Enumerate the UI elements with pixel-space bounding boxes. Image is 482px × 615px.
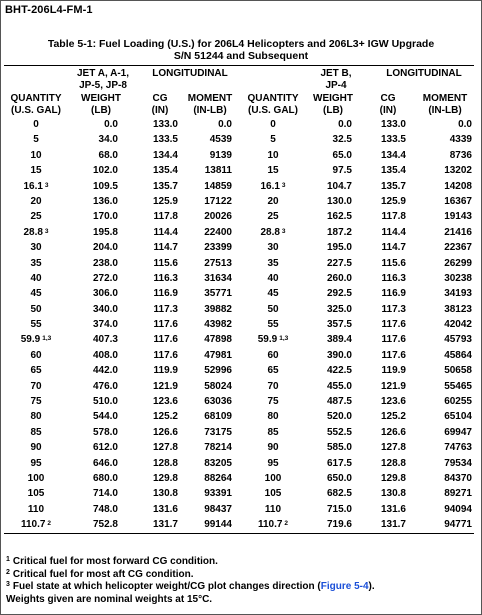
table-row (4, 163, 474, 178)
right-weight-header: WEIGHT (LB) (313, 93, 353, 116)
right-weight-cell: 130.0 (326, 195, 352, 207)
left-moment-cell: 47981 (204, 349, 232, 361)
left-quantity-cell: 90 (30, 442, 42, 454)
left-weight-cell: 374.0 (92, 319, 118, 331)
left-moment-cell: 73175 (204, 426, 232, 438)
footnote-ref: 3 (44, 227, 49, 235)
left-cg-cell: 114.7 (153, 242, 178, 254)
right-weight-cell: 357.5 (326, 319, 352, 331)
footnote-text: Fuel state at which helicopter weight/CG plot changes direction ( (12, 581, 321, 592)
right-fuel-group-header: JET B, JP-4 (320, 68, 352, 91)
left-weight-cell: 68.0 (98, 149, 118, 161)
left-moment-cell: 22400 (204, 226, 232, 238)
left-quantity-cell: 95 (30, 457, 42, 469)
left-cg-cell: 117.3 (153, 303, 178, 315)
table-row (4, 117, 474, 132)
right-cg-cell: 133.5 (380, 134, 406, 146)
left-quantity-cell: 35 (30, 257, 42, 269)
left-weight-cell: 204.0 (92, 242, 118, 254)
right-weight-cell: 617.5 (326, 457, 352, 469)
table-row (4, 225, 474, 240)
right-moment-cell: 34193 (444, 288, 472, 300)
right-moment-cell: 0.0 (458, 119, 472, 130)
right-cg-cell: 116.9 (381, 288, 406, 300)
table-row (4, 348, 474, 363)
right-quantity-cell: 95 (267, 457, 279, 469)
left-cg-cell: 116.9 (153, 288, 178, 300)
right-moment-cell: 79534 (444, 457, 472, 469)
right-moment-cell: 65104 (444, 411, 472, 423)
left-quantity-cell: 70 (30, 380, 42, 392)
left-cg-header: CG (IN) (151, 93, 169, 116)
left-weight-cell: 306.0 (92, 288, 118, 300)
right-quantity-cell: 5 (270, 134, 276, 146)
left-weight-cell: 34.0 (98, 134, 118, 146)
right-quantity-cell: 16.1 $^3$ (260, 180, 286, 192)
left-cg-cell: 129.8 (152, 472, 178, 484)
left-quantity-cell: 85 (30, 426, 42, 438)
left-weight-cell: 510.0 (92, 396, 118, 408)
right-weight-cell: 65.0 (332, 149, 352, 161)
left-weight-cell: 612.0 (92, 442, 118, 454)
right-cg-cell: 117.6 (381, 319, 406, 331)
footnote-ref: 2 (47, 520, 52, 528)
footnote-ref: 1,3 (279, 335, 289, 343)
table-row (4, 256, 474, 271)
left-quantity-cell: 25 (30, 211, 42, 223)
right-quantity-cell: 110 (264, 503, 282, 515)
left-weight-cell: 748.0 (92, 503, 118, 515)
footnote-text: Weights given are nominal weights at 15°C. (6, 593, 213, 605)
left-weight-cell: 170.0 (92, 211, 118, 223)
left-quantity-cell: 16.1 $^3$ (23, 180, 49, 192)
left-fuel-group-header: JET A, A-1, JP-5, JP-8 (76, 68, 130, 91)
footnote-text: Critical fuel for most forward CG condition. (12, 556, 218, 567)
right-moment-cell: 45793 (444, 334, 472, 346)
left-moment-cell: 68109 (204, 411, 232, 423)
table-row (4, 440, 474, 455)
right-weight-cell: 389.4 (326, 334, 352, 346)
right-weight-cell: 520.0 (326, 411, 352, 423)
table-row (4, 132, 474, 147)
right-quantity-cell: 80 (267, 411, 279, 423)
left-quantity-cell: 110 (27, 503, 45, 515)
right-moment-cell: 38123 (444, 303, 472, 315)
right-moment-cell: 89271 (444, 488, 472, 500)
left-weight-cell: 238.0 (92, 257, 118, 269)
footnote-ref: 3 (281, 181, 286, 189)
right-moment-cell: 55465 (444, 380, 472, 392)
right-moment-cell: 94094 (444, 503, 472, 515)
right-quantity-cell: 45 (267, 288, 279, 300)
table-row (4, 317, 474, 332)
left-moment-cell: 98437 (204, 503, 232, 515)
right-cg-cell: 117.6 (381, 334, 406, 346)
table-row (4, 240, 474, 255)
left-cg-cell: 131.6 (152, 503, 178, 515)
right-moment-cell: 19143 (444, 211, 472, 223)
right-cg-cell: 135.7 (380, 180, 406, 192)
footnotes (6, 556, 375, 606)
footnote-line (6, 556, 375, 569)
right-weight-cell: 487.5 (326, 396, 352, 408)
left-cg-cell: 133.0 (152, 119, 178, 130)
right-weight-cell: 32.5 (332, 134, 352, 146)
left-weight-cell: 408.0 (92, 349, 118, 361)
left-weight-cell: 407.3 (92, 334, 118, 346)
group-header-row (4, 66, 474, 93)
right-weight-cell: 422.5 (326, 365, 352, 377)
right-quantity-cell: 59.9 $^{1,3}$ (257, 334, 289, 346)
right-weight-cell: 325.0 (326, 303, 352, 315)
left-moment-header: MOMENT (IN-LB) (187, 93, 233, 116)
right-moment-cell: 30238 (444, 272, 472, 284)
left-moment-cell: 88264 (204, 472, 232, 484)
left-quantity-cell: 20 (30, 195, 42, 207)
left-quantity-cell: 5 (33, 134, 39, 146)
right-weight-cell: 104.7 (326, 180, 352, 192)
left-longitudinal-header: LONGITUDINAL (152, 68, 228, 79)
left-weight-cell: 0.0 (104, 119, 118, 130)
right-cg-cell: 134.4 (380, 149, 406, 161)
footnote-ref: 3 (44, 181, 49, 189)
left-quantity-cell: 40 (30, 272, 42, 284)
right-moment-cell: 14208 (444, 180, 472, 192)
left-cg-cell: 135.7 (152, 180, 178, 192)
right-weight-cell: 552.5 (326, 426, 352, 438)
footnote-number: 2 (6, 568, 10, 576)
right-quantity-cell: 30 (267, 242, 279, 254)
left-quantity-cell: 100 (27, 472, 45, 484)
right-moment-cell: 74763 (444, 442, 472, 454)
left-cg-cell: 130.8 (152, 488, 178, 500)
table-row (4, 486, 474, 501)
right-quantity-cell: 110.7 $^2$ (257, 519, 289, 531)
right-weight-cell: 650.0 (326, 472, 352, 484)
left-moment-cell: 47898 (204, 334, 232, 346)
right-cg-cell: 131.6 (380, 503, 406, 515)
left-cg-cell: 114.4 (153, 226, 178, 238)
right-cg-cell: 117.6 (381, 349, 406, 361)
left-moment-cell: 20026 (204, 211, 232, 223)
table-title (0, 38, 482, 62)
left-quantity-cell: 0 (33, 119, 39, 130)
left-moment-cell: 58024 (204, 380, 232, 392)
left-cg-cell: 126.6 (152, 426, 178, 438)
left-moment-cell: 93391 (204, 488, 232, 500)
column-header-row (4, 93, 474, 117)
left-cg-cell: 117.8 (153, 211, 178, 223)
left-cg-cell: 117.6 (153, 334, 178, 346)
left-moment-cell: 31634 (204, 272, 232, 284)
right-weight-cell: 715.0 (326, 503, 352, 515)
right-moment-cell: 26299 (444, 257, 472, 269)
left-cg-cell: 135.4 (152, 165, 178, 177)
right-cg-cell: 127.8 (380, 442, 406, 454)
right-quantity-cell: 0 (270, 119, 276, 130)
left-weight-cell: 195.8 (92, 226, 118, 238)
left-weight-cell: 272.0 (92, 272, 118, 284)
table-row (4, 517, 474, 532)
right-weight-cell: 162.5 (326, 211, 352, 223)
right-cg-cell: 125.2 (380, 411, 406, 423)
left-weight-cell: 340.0 (92, 303, 118, 315)
right-cg-cell: 119.9 (381, 365, 406, 377)
right-cg-header: CG (IN) (379, 93, 397, 116)
left-cg-cell: 119.9 (153, 365, 178, 377)
left-quantity-cell: 110.7 $^2$ (20, 519, 52, 531)
fuel-loading-table (4, 65, 474, 534)
title-line-1: Table 5-1: Fuel Loading (U.S.) for 206L4 Helicopters and 206L3+ IGW Upgrade (47, 38, 435, 50)
left-moment-cell: 63036 (204, 396, 232, 408)
left-moment-cell: 35771 (204, 288, 232, 300)
right-cg-cell: 129.8 (380, 472, 406, 484)
right-cg-cell: 125.9 (380, 195, 406, 207)
left-moment-cell: 0.0 (218, 119, 232, 130)
left-quantity-cell: 50 (30, 303, 42, 315)
left-quantity-cell: 30 (30, 242, 42, 254)
left-moment-cell: 4539 (209, 134, 232, 146)
table-row (4, 409, 474, 424)
right-cg-cell: 130.8 (380, 488, 406, 500)
left-quantity-cell: 28.8 $^3$ (23, 226, 49, 238)
table-row (4, 179, 474, 194)
table-row (4, 271, 474, 286)
left-quantity-cell: 60 (30, 349, 42, 361)
table-row (4, 379, 474, 394)
left-weight-cell: 442.0 (92, 365, 118, 377)
left-cg-cell: 117.6 (153, 349, 178, 361)
table-row (4, 394, 474, 409)
left-quantity-cell: 75 (30, 396, 42, 408)
left-quantity-header: QUANTITY (U.S. GAL) (10, 93, 62, 116)
left-weight-cell: 646.0 (92, 457, 118, 469)
footnote-line (6, 569, 375, 582)
table-row (4, 194, 474, 209)
right-quantity-cell: 35 (267, 257, 279, 269)
left-weight-header: WEIGHT (LB) (81, 93, 121, 116)
right-quantity-cell: 90 (267, 442, 279, 454)
left-quantity-cell: 45 (30, 288, 42, 300)
right-quantity-cell: 10 (267, 149, 279, 161)
left-quantity-cell: 59.9 $^{1,3}$ (20, 334, 52, 346)
left-cg-cell: 115.6 (153, 257, 178, 269)
left-cg-cell: 125.2 (152, 411, 178, 423)
right-longitudinal-header: LONGITUDINAL (386, 68, 462, 79)
right-moment-cell: 60255 (444, 396, 472, 408)
left-cg-cell: 128.8 (152, 457, 178, 469)
right-quantity-cell: 40 (267, 272, 279, 284)
left-weight-cell: 714.0 (92, 488, 118, 500)
table-row (4, 363, 474, 378)
right-moment-cell: 45864 (444, 349, 472, 361)
left-cg-cell: 134.4 (152, 149, 178, 161)
left-weight-cell: 752.8 (92, 519, 118, 531)
right-cg-cell: 117.8 (381, 211, 406, 223)
right-cg-cell: 115.6 (381, 257, 406, 269)
right-cg-cell: 117.3 (381, 303, 406, 315)
left-moment-cell: 13811 (204, 165, 232, 177)
left-moment-cell: 99144 (204, 519, 232, 531)
left-moment-cell: 43982 (204, 319, 232, 331)
left-weight-cell: 578.0 (92, 426, 118, 438)
left-quantity-cell: 80 (30, 411, 42, 423)
right-weight-cell: 719.6 (326, 519, 352, 531)
right-quantity-cell: 75 (267, 396, 279, 408)
right-moment-cell: 16367 (444, 195, 472, 207)
right-quantity-header: QUANTITY (U.S. GAL) (247, 93, 299, 116)
right-cg-cell: 121.9 (380, 380, 406, 392)
left-moment-cell: 27513 (204, 257, 232, 269)
right-weight-cell: 390.0 (326, 349, 352, 361)
right-cg-cell: 123.6 (380, 396, 406, 408)
left-quantity-cell: 105 (27, 488, 45, 500)
table-row (4, 456, 474, 471)
footnote-number: 1 (6, 556, 10, 563)
left-cg-cell: 117.6 (153, 319, 178, 331)
right-weight-cell: 187.2 (326, 226, 352, 238)
left-moment-cell: 39882 (204, 303, 232, 315)
left-moment-cell: 78214 (204, 442, 232, 454)
footnote-text: Critical fuel for most aft CG condition. (12, 568, 194, 580)
right-quantity-cell: 25 (267, 211, 279, 223)
table-row (4, 332, 474, 347)
right-cg-cell: 126.6 (380, 426, 406, 438)
right-cg-cell: 114.7 (381, 242, 406, 254)
right-quantity-cell: 70 (267, 380, 279, 392)
left-cg-cell: 116.3 (153, 272, 178, 284)
right-weight-cell: 97.5 (332, 165, 352, 177)
right-moment-cell: 4339 (449, 134, 472, 146)
table-body (4, 117, 474, 533)
right-quantity-cell: 85 (267, 426, 279, 438)
left-quantity-cell: 55 (30, 319, 42, 331)
footnote-number: 3 (6, 581, 10, 588)
left-weight-cell: 102.0 (92, 165, 118, 177)
right-weight-cell: 585.0 (326, 442, 352, 454)
right-quantity-cell: 15 (267, 165, 279, 177)
table-row (4, 302, 474, 317)
right-moment-cell: 84370 (444, 472, 472, 484)
footnote-ref: 3 (281, 227, 286, 235)
right-quantity-cell: 20 (267, 195, 279, 207)
table-row (4, 425, 474, 440)
left-moment-cell: 9139 (209, 149, 232, 161)
right-quantity-cell: 60 (267, 349, 279, 361)
left-quantity-cell: 15 (30, 165, 42, 177)
table-row (4, 148, 474, 163)
right-moment-cell: 94771 (444, 519, 472, 531)
right-quantity-cell: 55 (267, 319, 279, 331)
right-cg-cell: 135.4 (380, 165, 406, 177)
right-weight-cell: 292.5 (326, 288, 352, 300)
right-weight-cell: 227.5 (326, 257, 352, 269)
left-cg-cell: 133.5 (152, 134, 178, 146)
left-cg-cell: 127.8 (152, 442, 178, 454)
left-cg-cell: 125.9 (152, 195, 178, 207)
right-quantity-cell: 50 (267, 303, 279, 315)
left-cg-cell: 123.6 (152, 396, 178, 408)
right-cg-cell: 128.8 (380, 457, 406, 469)
right-weight-cell: 0.0 (338, 119, 352, 130)
right-quantity-cell: 28.8 $^3$ (260, 226, 286, 238)
footnote-line (6, 581, 375, 594)
left-cg-cell: 131.7 (152, 519, 178, 531)
right-moment-cell: 50658 (444, 365, 472, 377)
table-row (4, 286, 474, 301)
left-quantity-cell: 65 (30, 365, 42, 377)
footnote-tail: ). (368, 581, 375, 592)
right-moment-cell: 22367 (444, 242, 472, 254)
right-moment-header: MOMENT (IN-LB) (422, 93, 468, 116)
right-weight-cell: 195.0 (326, 242, 352, 254)
document-id: BHT-206L4-FM-1 (5, 4, 93, 16)
table-row (4, 209, 474, 224)
left-weight-cell: 680.0 (92, 472, 118, 484)
right-cg-cell: 116.3 (381, 272, 406, 284)
left-moment-cell: 14859 (204, 180, 232, 192)
right-quantity-cell: 100 (264, 472, 282, 484)
footnote-ref: 2 (284, 520, 289, 528)
figure-link[interactable]: Figure 5-4 (320, 581, 369, 592)
right-cg-cell: 114.4 (381, 226, 406, 238)
left-weight-cell: 136.0 (92, 195, 118, 207)
left-moment-cell: 52996 (204, 365, 232, 377)
right-moment-cell: 8736 (449, 149, 472, 161)
right-weight-cell: 455.0 (326, 380, 352, 392)
left-cg-cell: 121.9 (152, 380, 178, 392)
right-cg-cell: 131.7 (380, 519, 406, 531)
right-quantity-cell: 105 (264, 488, 282, 500)
right-moment-cell: 69947 (444, 426, 472, 438)
right-moment-cell: 21416 (444, 226, 472, 238)
right-cg-cell: 133.0 (380, 119, 406, 130)
footnote-ref: 1,3 (42, 335, 52, 343)
title-line-2: S/N 51244 and Subsequent (173, 50, 309, 62)
table-row (4, 471, 474, 486)
right-weight-cell: 260.0 (326, 272, 352, 284)
right-quantity-cell: 65 (267, 365, 279, 377)
right-moment-cell: 13202 (444, 165, 472, 177)
left-moment-cell: 23399 (204, 242, 232, 254)
right-moment-cell: 42042 (444, 319, 472, 331)
left-weight-cell: 476.0 (92, 380, 118, 392)
table-row (4, 502, 474, 517)
left-quantity-cell: 10 (30, 149, 42, 161)
footnote-line (6, 594, 375, 607)
right-weight-cell: 682.5 (326, 488, 352, 500)
left-moment-cell: 83205 (204, 457, 232, 469)
left-moment-cell: 17122 (204, 195, 232, 207)
left-weight-cell: 544.0 (92, 411, 118, 423)
left-weight-cell: 109.5 (92, 180, 118, 192)
